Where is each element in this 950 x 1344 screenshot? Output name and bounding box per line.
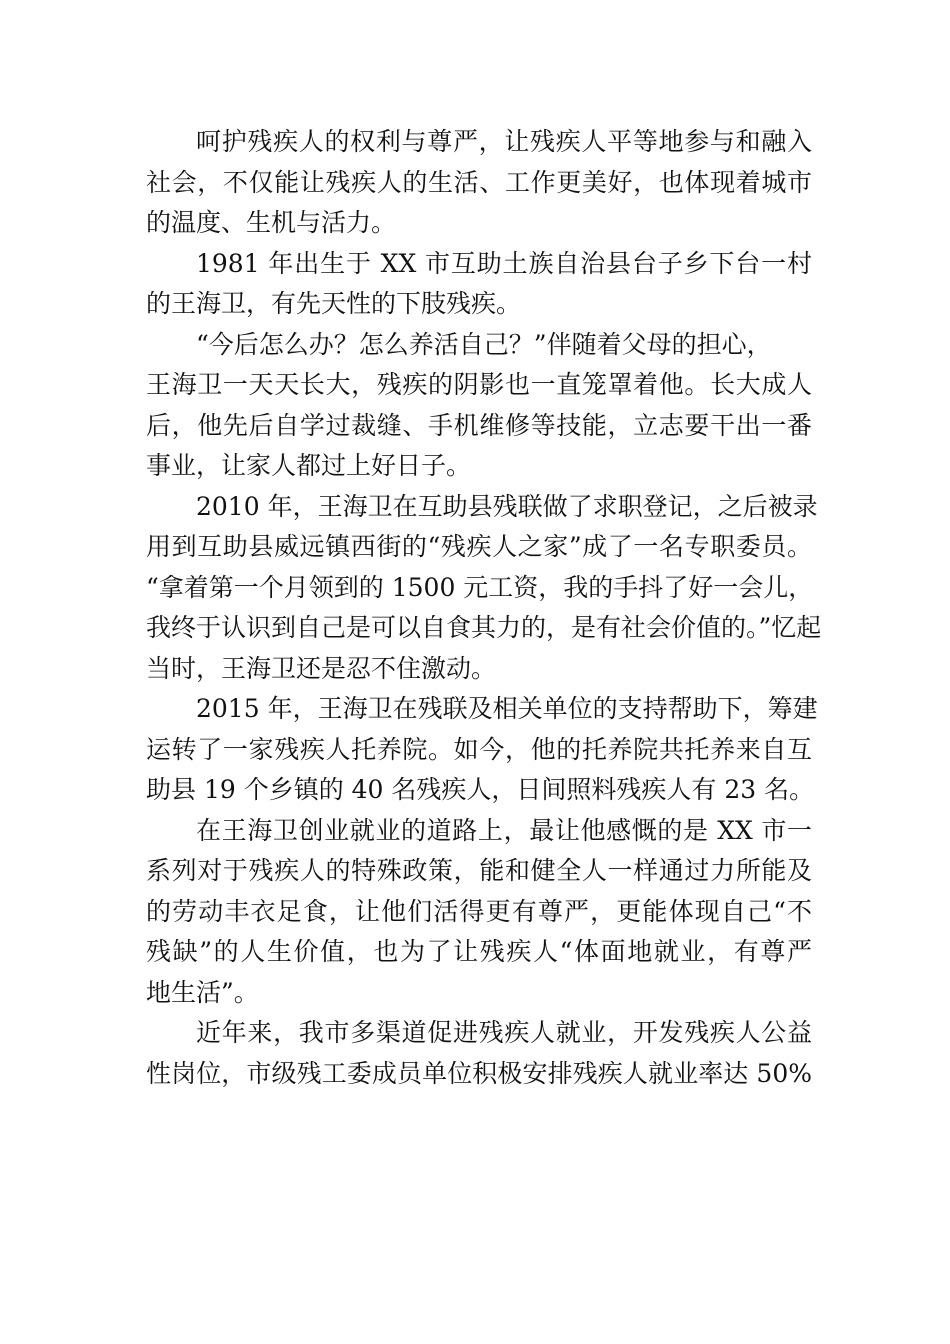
text-line: 2015 年，王海卫在残联及相关单位的支持帮助下，筹建 [196,694,818,723]
text-line: 近年来，我市多渠道促进残疾人就业，开发残疾人公益 [196,1018,812,1047]
paragraph-2 [146,244,812,325]
text-line: 的劳动丰衣足食，让他们活得更有尊严，更能体现自己“不 [146,896,812,926]
paragraph-4 [146,487,822,690]
text-line: 社会，不仅能让残疾人的生活、工作更美好，也体现着城市 [146,167,812,197]
text-line: 用到互助县威远镇西街的“残疾人之家”成了一名专职委员。 [146,532,812,561]
text-line: 当时，王海卫还是忍不住激动。 [146,653,497,683]
paragraph-5 [146,689,818,811]
text-line: “今后怎么办？怎么养活自己？”伴随着父母的担心， [196,329,772,359]
text-line: 我终于认识到自己是可以自食其力的，是有社会价值的。”忆起 [146,613,822,642]
paragraph-6 [146,811,812,1014]
text-line: 系列对于残疾人的特殊政策，能和健全人一样通过力所能及 [146,856,812,885]
text-line: 后，他先后自学过裁缝、手机维修等技能，立志要干出一番 [146,410,812,440]
document-body [146,122,822,1094]
text-line: 1981 年出生于 XX 市互助土族自治县台子乡下台一村 [196,248,812,278]
text-line: 地生活”。 [146,977,259,1007]
text-line: 性岗位，市级残工委成员单位积极安排残疾人就业率达 50% [146,1058,812,1088]
text-line: “拿着第一个月领到的 1500 元工资，我的手抖了好一会儿， [146,572,814,602]
text-line: 呵护残疾人的权利与尊严，让残疾人平等地参与和融入 [196,127,812,156]
text-line: 助县 19 个乡镇的 40 名残疾人，日间照料残疾人有 23 名。 [146,775,815,804]
text-line: 运转了一家残疾人托养院。如今，他的托养院共托养来自互 [146,734,812,764]
paragraph-7 [146,1013,812,1094]
text-line: 王海卫一天天长大，残疾的阴影也一直笼罩着他。长大成人 [146,370,812,399]
text-line: 的王海卫，有先天性的下肢残疾。 [146,289,522,318]
text-line: 在王海卫创业就业的道路上，最让他感慨的是 XX 市一 [196,815,812,845]
text-line: 的温度、生机与活力。 [146,208,397,237]
text-line: 事业，让家人都过上好日子。 [146,451,472,480]
text-line: 残缺”的人生价值，也为了让残疾人“体面地就业，有尊严 [146,937,812,966]
paragraph-3 [146,325,812,487]
paragraph-1 [146,122,812,244]
text-line: 2010 年，王海卫在互助县残联做了求职登记，之后被录 [196,491,818,521]
